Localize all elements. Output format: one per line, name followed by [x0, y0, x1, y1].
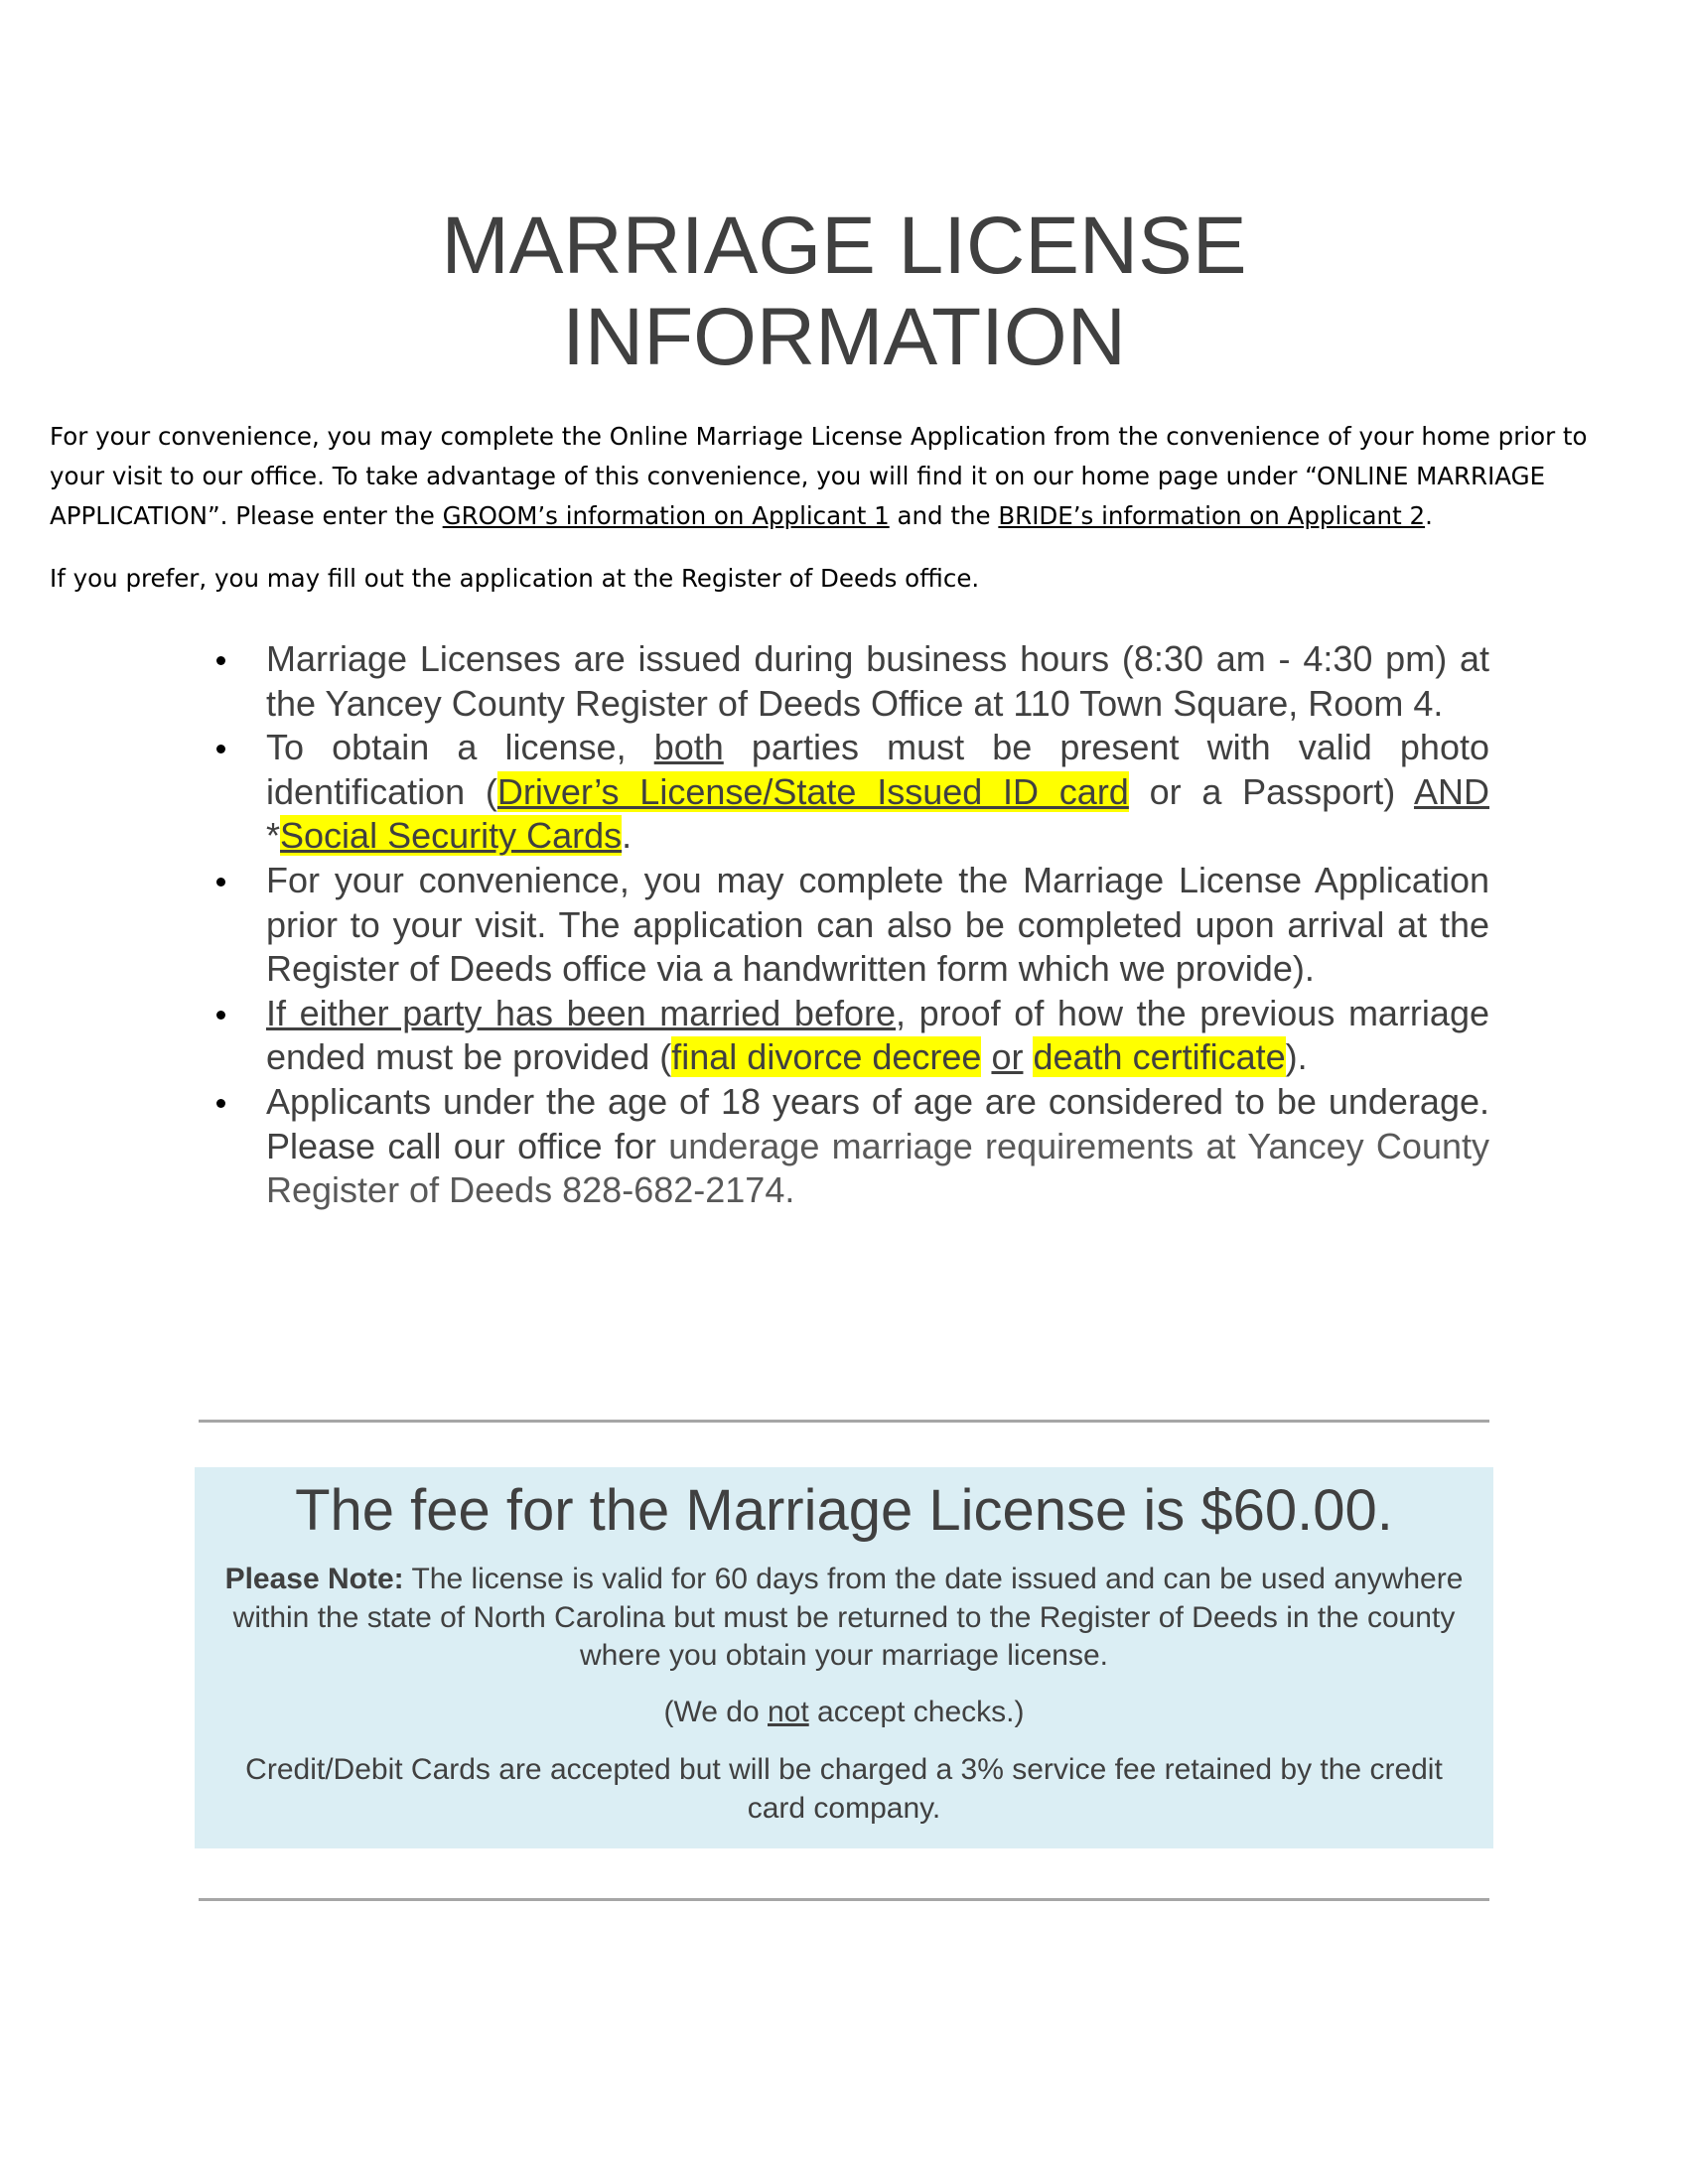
list-item-text: For your convenience, you may complete the Marriage License Application prior to your visit. The application can also be completed upon arrival at the Register of Deeds office via a handwritten form which we provide).	[266, 859, 1489, 990]
page-title-line-2: INFORMATION	[562, 292, 1126, 382]
please-note-label: Please Note:	[224, 1563, 404, 1595]
intro-paragraph-online-application	[50, 417, 1638, 536]
fee-validity-note	[214, 1561, 1474, 1676]
list-item-text	[1023, 1036, 1033, 1077]
list-item-business-hours	[209, 637, 1489, 726]
intro-paragraph-in-office: If you prefer, you may fill out the application at the Register of Deeds office.	[50, 564, 980, 593]
bullet-icon	[216, 878, 225, 887]
underage-contact-text: underage marriage requirements at Yancey County Register of Deeds 828-682-2174.	[266, 1125, 1489, 1211]
intro-text: For your convenience, you may complete the Online Marriage License Application from the convenience of your home prior to your visit to our office. To take advantage of this convenience, you will find it on our home page under “ONLINE MARRIAGE APPLICATION”. Please enter the	[50, 422, 1588, 530]
bullet-icon	[216, 656, 225, 665]
and-emphasis: AND	[1413, 770, 1489, 812]
bride-applicant-note: BRIDE’s information on Applicant 2	[998, 501, 1426, 530]
list-item-text: To obtain a license,	[266, 727, 654, 768]
married-before-emphasis: If either party has been married before	[266, 992, 897, 1033]
bullet-icon	[216, 745, 225, 753]
list-item-text: , proof of how the previous marriage ended must be provided (	[266, 992, 1489, 1078]
or-emphasis: or	[991, 1036, 1024, 1078]
checks-text-end: accept checks.)	[808, 1696, 1025, 1728]
death-certificate-highlight: death certificate	[1033, 1036, 1286, 1078]
no-checks-note	[214, 1694, 1474, 1732]
bullet-icon	[216, 1011, 225, 1020]
fee-heading: The fee for the Marriage License is $60.00.	[295, 1478, 1393, 1543]
fee-info-box	[195, 1467, 1493, 1848]
list-item-text	[981, 1036, 991, 1077]
requirements-list	[209, 637, 1489, 1213]
list-item-application	[209, 859, 1489, 992]
both-emphasis: both	[653, 727, 724, 768]
social-security-highlight: Social Security Cards	[280, 815, 623, 857]
divider-bottom	[199, 1898, 1489, 1901]
list-item-identification	[209, 726, 1489, 859]
list-item-text: ).	[1285, 1036, 1308, 1078]
fee-validity-text: The license is valid for 60 days from the date issued and can be used anywhere within the state of North Carolina but must be returned to the Register of Deeds in the county where you obtain your marriage license.	[232, 1563, 1464, 1672]
list-item-underage	[209, 1080, 1489, 1213]
intro-text-mid: and the	[889, 501, 999, 530]
page-title-line-1: MARRIAGE LICENSE	[441, 201, 1247, 291]
divorce-decree-highlight: final divorce decree	[671, 1036, 982, 1078]
groom-applicant-note: GROOM’s information on Applicant 1	[442, 501, 890, 530]
card-fee-note: Credit/Debit Cards are accepted but will be charged a 3% service fee retained by the credit card company.	[245, 1753, 1443, 1825]
list-item-text: *	[266, 815, 281, 857]
list-item-text: Applicants under the age of 18 years of age are considered to be underage. Please call our office for	[266, 1080, 1489, 1166]
bullet-icon	[216, 1099, 225, 1108]
not-emphasis: not	[768, 1696, 809, 1728]
list-item-previous-marriage	[209, 992, 1489, 1080]
drivers-license-highlight: Driver’s License/State Issued ID card	[496, 770, 1129, 812]
list-item-text: .	[622, 815, 633, 857]
list-item-text: Marriage Licenses are issued during business hours (8:30 am - 4:30 pm) at the Yancey County Register of Deeds Office at 110 Town Square, Room 4.	[266, 638, 1489, 724]
list-item-text: or a Passport)	[1128, 770, 1414, 812]
checks-text: (We do	[663, 1696, 768, 1728]
list-item-text: parties must be present with valid photo identification (	[266, 727, 1489, 812]
divider-top	[199, 1420, 1489, 1423]
intro-text-end: .	[1425, 501, 1433, 530]
